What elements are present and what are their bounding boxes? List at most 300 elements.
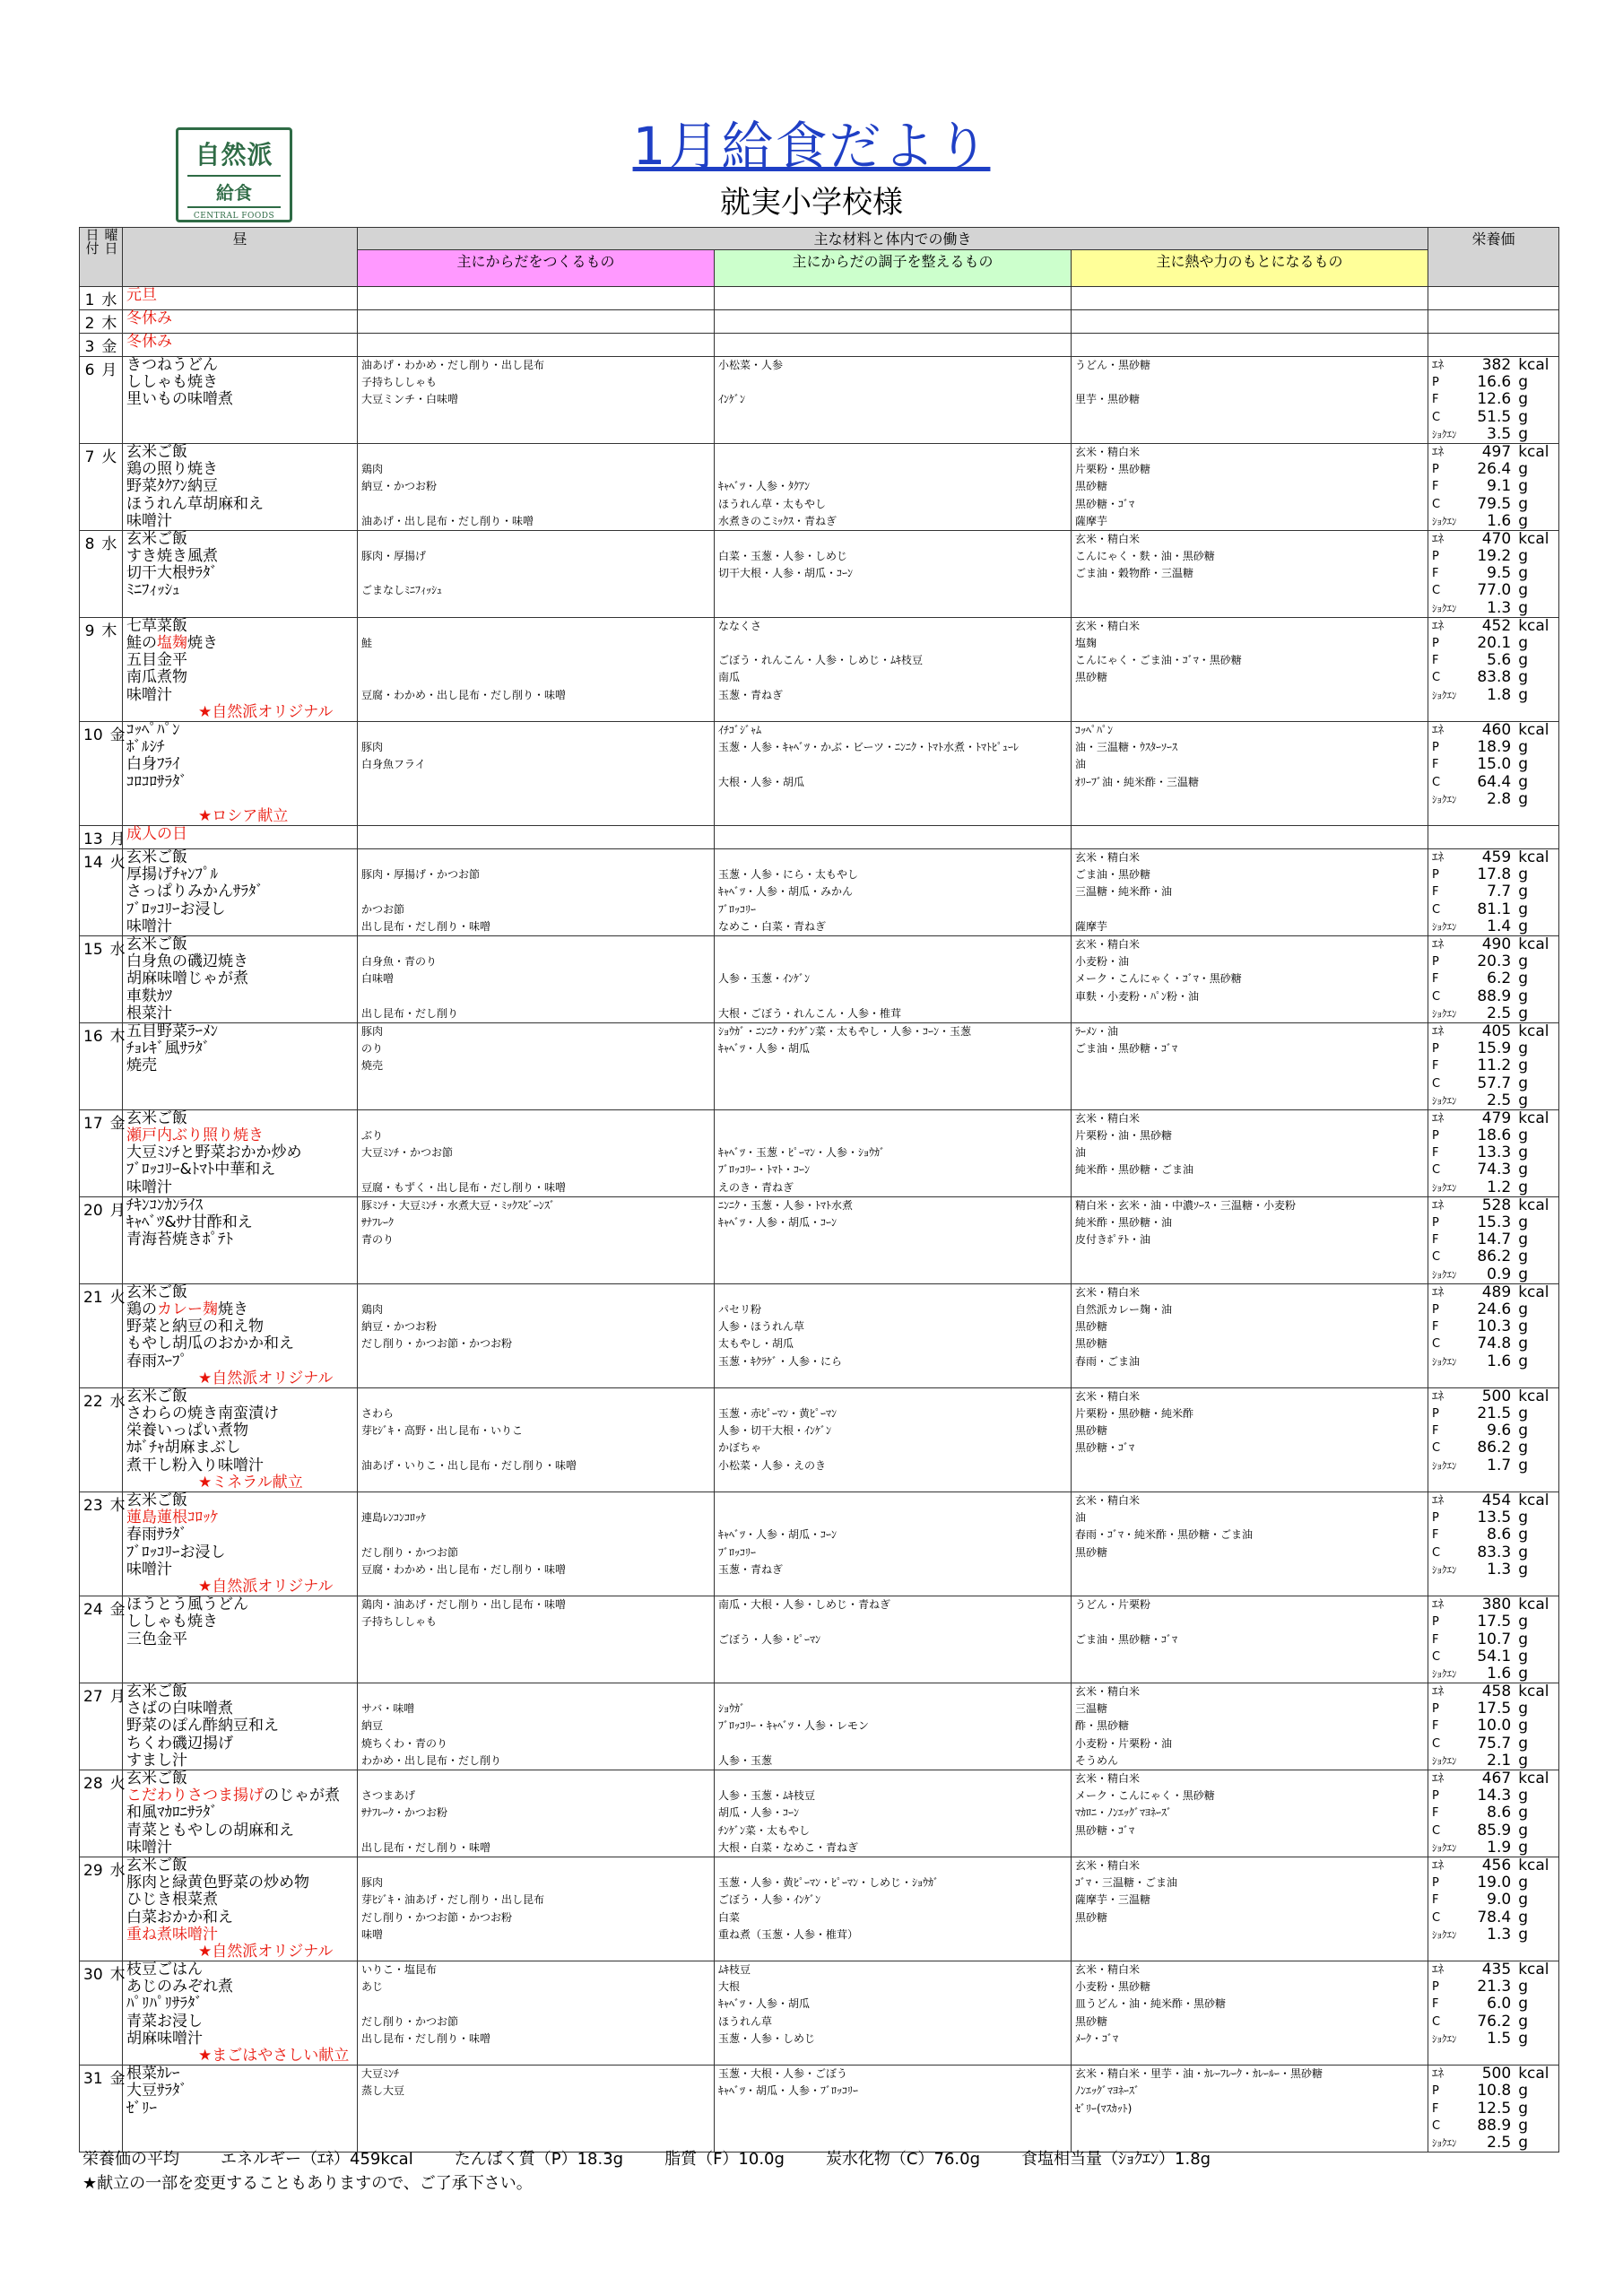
dish-line: ひじき根菜煮	[126, 1891, 218, 1909]
nutrition-line	[1432, 1839, 1555, 1857]
dish-line	[126, 1075, 353, 1092]
menu-row	[80, 1770, 1559, 1857]
body-ingredients-line: 大豆ミンチ・白味噌	[361, 393, 459, 406]
body-ingredients	[358, 1022, 715, 1109]
nutrient-unit: kcal	[1518, 1492, 1549, 1509]
menu-row	[80, 530, 1559, 617]
nutrient-unit: g	[1518, 1925, 1528, 1944]
nutrient-key: ｼｮｸｴﾝ	[1432, 1094, 1457, 1107]
menu-row	[80, 1109, 1559, 1196]
nutrient-unit: g	[1518, 789, 1528, 808]
body-ingredients-line	[361, 2118, 710, 2135]
weekday: 水	[109, 1392, 126, 1411]
nutrient-value: 24.6	[1477, 1300, 1512, 1318]
nutrient-unit: kcal	[1518, 1109, 1549, 1127]
nutrition-average	[82, 2146, 1252, 2170]
condition-ingredients-line: ﾌﾞﾛｯｺﾘｰ・ﾄﾏﾄ・ｺｰﾝ	[718, 1163, 811, 1177]
weekday: 月	[101, 361, 117, 379]
body-ingredients-line	[361, 988, 710, 1005]
empty-cell	[1428, 826, 1559, 849]
empty-cell	[1428, 334, 1559, 357]
body-ingredients-line: 豆腐・わかめ・出し昆布・だし削り・味噌	[361, 688, 567, 701]
menu-row	[80, 443, 1559, 530]
energy-ingredients-line	[1075, 1665, 1424, 1683]
nutrient-key: C	[1432, 1545, 1441, 1560]
nutrient-value: 11.2	[1477, 1057, 1512, 1075]
nutrient-value: 8.6	[1487, 1804, 1512, 1822]
nutrient-value: 459	[1481, 848, 1512, 867]
energy-ingredients-line	[1075, 600, 1424, 617]
dish-line: 玄米ご飯	[126, 1283, 187, 1301]
dish-line	[126, 1926, 353, 1944]
energy-ingredients-line: 玄米・精白米・里芋・油・ｶﾚｰﾌﾚｰｸ・ｶﾚｰﾙｰ・黒砂糖	[1075, 2067, 1324, 2081]
nutrient-unit: g	[1518, 651, 1528, 670]
dish-text: 鮭の	[126, 634, 157, 652]
empty-cell	[358, 287, 715, 310]
dishes-cell	[123, 1683, 358, 1770]
menu-table	[79, 227, 1559, 2152]
condition-ingredients-line	[718, 374, 1067, 391]
nutrient-key: ｼｮｸｴﾝ	[1432, 1181, 1457, 1194]
nutrient-value: 1.7	[1487, 1456, 1512, 1474]
nutrition-line	[1432, 1857, 1555, 1874]
nutrition-line	[1432, 1805, 1555, 1822]
condition-ingredients-line	[718, 1110, 1067, 1127]
nutrient-key: P	[1432, 376, 1439, 390]
body-ingredients-line: ｻﾅﾌﾚｰｸ	[361, 1216, 395, 1229]
nutrient-key: F	[1432, 1997, 1439, 2012]
body-ingredients-line	[361, 2100, 710, 2118]
body-ingredients-line: 白身魚・青のり	[361, 955, 438, 969]
day-cell	[80, 287, 123, 310]
energy-ingredients-line: 玄米・精白米	[1075, 1858, 1141, 1872]
body-ingredients-line: 納豆・かつお粉	[361, 1320, 438, 1334]
nutrient-key: F	[1432, 1320, 1439, 1335]
nutrient-value: 435	[1481, 1961, 1512, 1979]
menu-note: ★自然派オリジナル	[198, 1369, 334, 1387]
menu-row	[80, 1596, 1559, 1683]
nutrient-key: ｼｮｸｴﾝ	[1432, 1928, 1457, 1941]
condition-ingredients-line	[718, 1284, 1067, 1301]
dishes-cell	[123, 357, 358, 444]
condition-ingredients-line	[718, 953, 1067, 970]
condition-ingredients-line	[718, 635, 1067, 652]
dish-line	[126, 1248, 353, 1265]
body-ingredients-line: 味噌	[361, 1927, 384, 1941]
empty-cell	[1072, 287, 1428, 310]
condition-ingredients-line	[718, 849, 1067, 866]
nutrient-key: ｼｮｸｴﾝ	[1432, 2136, 1457, 2149]
nutrient-key: C	[1432, 775, 1441, 789]
nutrient-unit: g	[1518, 1405, 1528, 1423]
condition-ingredients-line: ｷｬﾍﾞﾂ・玉葱・ﾋﾟｰﾏﾝ・人参・ｼｮｳｶﾞ	[718, 1146, 886, 1160]
nutrient-key: ｼｮｸｴﾝ	[1432, 1563, 1457, 1576]
nutrition-line	[1432, 461, 1555, 478]
body-ingredients-line	[361, 936, 710, 953]
condition-ingredients-line	[718, 1075, 1067, 1092]
notice: ★献立の一部を変更することもありますので、ご了承下さい。	[82, 2174, 533, 2193]
nutrient-unit: g	[1518, 1543, 1528, 1561]
dish-line: 味噌汁	[126, 1838, 172, 1857]
energy-ingredients-line: ﾉﾝｴｯｸﾞﾏﾖﾈｰｽﾞ	[1075, 2084, 1141, 2098]
body-ingredients-line	[361, 1683, 710, 1700]
weekday: 水	[101, 291, 117, 309]
dishes-cell	[123, 1387, 358, 1492]
dish-line: さばの白味噌煮	[126, 1700, 233, 1718]
nutrient-unit: g	[1518, 883, 1528, 901]
body-ingredients-line: 鮭	[361, 637, 373, 649]
body-ingredients-line: 豚肉	[361, 1876, 384, 1890]
energy-ingredients	[1072, 1683, 1428, 1770]
body-ingredients	[358, 1492, 715, 1596]
energy-ingredients-line	[1075, 1075, 1424, 1092]
energy-ingredients-line: 玄米・精白米	[1075, 619, 1141, 632]
nutrition-line	[1432, 1979, 1555, 1996]
day-number: 20	[83, 1201, 103, 1220]
body-ingredients-line: いりこ・塩昆布	[361, 1963, 438, 1977]
energy-ingredients-line	[1075, 1179, 1424, 1196]
nutrient-unit: g	[1518, 1908, 1528, 1926]
body-ingredients	[358, 1387, 715, 1492]
day-number: 16	[83, 1027, 103, 1046]
energy-ingredients-line: ﾏｶﾛﾆ・ﾉﾝｴｯｸﾞﾏﾖﾈｰｽﾞ	[1075, 1806, 1173, 1820]
dish-line: 七草菜飯	[126, 616, 187, 635]
dish-line: 枝豆ごはん	[126, 1961, 203, 1979]
nutrition-line	[1432, 2083, 1555, 2100]
condition-ingredients	[715, 1387, 1072, 1492]
day-cell	[80, 1857, 126, 1961]
nutrient-unit: g	[1518, 2133, 1528, 2152]
condition-ingredients	[715, 1492, 1072, 1596]
nutrition-line	[1432, 391, 1555, 408]
dish-line	[126, 1665, 353, 1683]
nutrient-key: F	[1432, 1233, 1439, 1248]
dish-line: 春雨ｻﾗﾀﾞ	[126, 1526, 187, 1544]
dish-line: 白菜おかか和え	[126, 1908, 233, 1926]
dish-line: ほうれん草胡麻和え	[126, 494, 264, 513]
nutrition-line	[1432, 687, 1555, 704]
nutrient-unit: g	[1518, 1630, 1528, 1648]
condition-ingredients-line: 玉葱・人参・ｷｬﾍﾞﾂ・かぶ・ビーツ・ﾆﾝﾆｸ・ﾄﾏﾄ水煮・ﾄﾏﾄﾋﾟｭｰﾚ	[718, 741, 1020, 754]
nutrient-key: F	[1432, 654, 1439, 668]
nutrient-value: 79.5	[1477, 494, 1512, 513]
condition-ingredients-line: 玉葱・大根・人参・ごぼう	[718, 2067, 848, 2081]
dish-text: のじゃが煮	[264, 1787, 340, 1805]
condition-ingredients-line: かぼちゃ	[718, 1441, 762, 1455]
body-ingredients-line: だし削り・かつお節・かつお粉	[361, 1910, 513, 1924]
energy-ingredients	[1072, 721, 1428, 825]
average-fat: 脂質（F）10.0g	[664, 2150, 785, 2169]
nutrient-key: ｴﾈ	[1432, 1963, 1444, 1978]
nutrition-line	[1432, 1023, 1555, 1040]
nutrient-key: F	[1432, 1719, 1439, 1734]
nutrient-unit: g	[1518, 1265, 1528, 1283]
day-cell	[80, 1109, 126, 1196]
dish-line: 大豆ﾐﾝﾁと野菜おかか炒め	[126, 1144, 302, 1162]
empty-cell	[715, 826, 1072, 849]
energy-ingredients	[1072, 1492, 1428, 1596]
body-ingredients	[358, 357, 715, 444]
body-ingredients-line: ｻﾅﾌﾚｰｸ・かつお粉	[361, 1806, 448, 1820]
nutrient-key: ｴﾈ	[1432, 359, 1444, 372]
body-ingredients-line: 白身魚フライ	[361, 758, 426, 771]
nutrition-line	[1432, 357, 1555, 374]
condition-ingredients-line	[718, 600, 1067, 617]
empty-cell	[1072, 334, 1428, 357]
dish-line: ｺﾛｺﾛｻﾗﾀﾞ	[126, 772, 187, 791]
body-ingredients-line: 豚肉	[361, 741, 384, 754]
body-ingredients-line	[361, 1284, 710, 1301]
nutrition-cell	[1428, 1109, 1559, 1196]
nutrient-unit: g	[1518, 668, 1528, 687]
energy-ingredients-line: 塩麹	[1075, 637, 1098, 649]
energy-ingredients-line: 黒砂糖・ｺﾞﾏ	[1075, 1441, 1135, 1455]
energy-ingredients-line	[1075, 791, 1424, 808]
dish-line: 五目金平	[126, 651, 187, 670]
dishes-cell	[123, 721, 358, 825]
nutrient-value: 1.3	[1487, 598, 1512, 617]
condition-ingredients-line: 玉葱・赤ﾋﾟｰﾏﾝ・黄ﾋﾟｰﾏﾝ	[718, 1407, 838, 1421]
nutrient-unit: g	[1518, 2082, 1528, 2100]
nutrient-key: C	[1432, 1823, 1441, 1838]
nutrient-value: 2.5	[1487, 1004, 1512, 1022]
lunch-header: 昼	[123, 228, 358, 287]
energy-ingredients-line: 車麩・小麦粉・ﾊﾟﾝ粉・油	[1075, 989, 1200, 1003]
nutrient-key: F	[1432, 1632, 1439, 1647]
condition-ingredients-line: ごぼう・れんこん・人参・しめじ・ﾑｷ枝豆	[718, 654, 924, 667]
nutrient-value: 458	[1481, 1683, 1512, 1701]
dish-line: 大豆ｻﾗﾀﾞ	[126, 2082, 187, 2100]
energy-ingredients-line	[1075, 374, 1424, 391]
nutrient-key: ｴﾈ	[1432, 851, 1444, 865]
condition-ingredients-line: ｷｬﾍﾞﾂ・人参・胡瓜・ｺｰﾝ	[718, 1216, 838, 1229]
body-ingredients-line: のり	[361, 1042, 384, 1056]
nutrient-value: 12.5	[1477, 2099, 1512, 2118]
energy-ingredients-line: こんにゃく・ごま油・ｺﾞﾏ・黒砂糖	[1075, 654, 1242, 667]
energy-ingredients-line: 精白米・玄米・油・中濃ｿｰｽ・三温糖・小麦粉	[1075, 1198, 1297, 1212]
nutrient-value: 1.6	[1487, 1664, 1512, 1683]
energy-ingredients	[1072, 1770, 1428, 1857]
dish-line: あじのみぞれ煮	[126, 1978, 233, 1996]
nutrient-value: 86.2	[1477, 1248, 1512, 1266]
nutrient-unit: g	[1518, 1300, 1528, 1318]
condition-ingredients-line: ごぼう・人参・ﾋﾟｰﾏﾝ	[718, 1632, 821, 1646]
nutrient-key: F	[1432, 1424, 1439, 1439]
body-ingredients-line	[361, 1353, 710, 1370]
nutrition-line	[1432, 1231, 1555, 1248]
day-number: 27	[83, 1688, 103, 1707]
condition-ingredients-line: ｷｬﾍﾞﾂ・人参・胡瓜・みかん	[718, 885, 854, 899]
empty-cell	[715, 334, 1072, 357]
body-ingredients	[358, 1770, 715, 1857]
nutrient-unit: g	[1518, 634, 1528, 652]
dish-line	[126, 1301, 353, 1318]
energy-ingredients	[1072, 1596, 1428, 1683]
nutrient-key: P	[1432, 1980, 1439, 1995]
nutrient-unit: g	[1518, 1318, 1528, 1336]
nutrition-line	[1432, 1040, 1555, 1057]
day-cell	[80, 310, 123, 334]
dish-line: ししゃも焼き	[126, 1613, 218, 1631]
dishes-cell	[123, 1770, 358, 1857]
nutrient-unit: g	[1518, 1456, 1528, 1474]
body-ingredients-line: 豆腐・もずく・出し昆布・だし削り・味噌	[361, 1180, 567, 1194]
nutrient-key: C	[1432, 497, 1441, 511]
day-number: 31	[83, 2070, 103, 2089]
day-number: 14	[83, 854, 103, 873]
condition-ingredients-line: 大根	[718, 1980, 741, 1994]
dishes-cell	[123, 2066, 358, 2152]
body-ingredients-line	[361, 426, 710, 443]
condition-ingredients-line: ﾌﾞﾛｯｺﾘｰ	[718, 902, 757, 916]
nutrition-line	[1432, 2013, 1555, 2031]
body-ingredients-line: 青のり	[361, 1233, 395, 1247]
day-number: 22	[83, 1392, 103, 1411]
energy-ingredients-line: 玄米・精白米	[1075, 1963, 1141, 1977]
nutrient-unit: g	[1518, 1874, 1528, 1892]
nutrient-key: ｴﾈ	[1432, 1685, 1444, 1700]
dish-line	[126, 1787, 353, 1805]
logo-line2: 給食	[187, 175, 281, 208]
dish-line: 野菜ﾀｸｱﾝ納豆	[126, 477, 218, 496]
body-ingredients-line	[361, 1075, 710, 1092]
nutrient-unit: g	[1518, 1074, 1528, 1092]
nutrient-value: 528	[1481, 1196, 1512, 1214]
day-cell	[80, 530, 123, 617]
body-ingredients-line	[361, 1248, 710, 1265]
body-ingredients	[358, 1283, 715, 1387]
dish-highlight: 重ね煮味噌汁	[126, 1925, 218, 1944]
day-cell	[80, 1770, 126, 1857]
dishes-cell	[123, 530, 358, 617]
condition-ingredients-line	[718, 409, 1067, 426]
dish-line	[126, 1127, 353, 1144]
dish-line: 切干大根ｻﾗﾀﾞ	[126, 564, 218, 583]
nutrient-unit: g	[1518, 581, 1528, 600]
nutrient-key: ｼｮｸｴﾝ	[1432, 1841, 1457, 1854]
nutrient-value: 2.8	[1487, 789, 1512, 808]
dish-line	[126, 1092, 353, 1109]
nutrition-cell	[1428, 1683, 1559, 1770]
nutrient-unit: g	[1518, 755, 1528, 774]
energy-ingredients-line: 小麦粉・片栗粉・油	[1075, 1736, 1173, 1750]
day-number: 10	[83, 726, 103, 744]
nutrient-unit: g	[1518, 1039, 1528, 1058]
energy-ingredients-line: 片栗粉・黒砂糖	[1075, 463, 1151, 476]
nutrition-line	[1432, 582, 1555, 599]
logo-line3: CENTRAL FOODS	[193, 212, 275, 221]
body-ingredients-line: 子持ちししゃも	[361, 376, 438, 389]
body-ingredients-line	[361, 1648, 710, 1665]
body-ingredients-line	[361, 774, 710, 791]
nutrition-cell	[1428, 1770, 1559, 1857]
nutrient-key: C	[1432, 671, 1441, 685]
nutrient-value: 452	[1481, 616, 1512, 635]
nutrient-key: ｴﾈ	[1432, 619, 1444, 633]
day-number: 8	[84, 535, 95, 553]
menu-row	[80, 357, 1559, 444]
energy-ingredients-line: 玄米・精白米	[1075, 445, 1141, 458]
nutrition-cell	[1428, 1857, 1559, 1961]
energy-ingredients-line	[1075, 1457, 1424, 1474]
nutrition-line	[1432, 496, 1555, 513]
energy-ingredients-line: 酢・黒砂糖	[1075, 1719, 1130, 1733]
nutrition-line	[1432, 1613, 1555, 1631]
nutrient-key: P	[1432, 463, 1439, 477]
dish-line	[126, 426, 353, 443]
nutrient-unit: g	[1518, 460, 1528, 479]
condition-ingredients	[715, 1283, 1072, 1387]
nutrient-unit: g	[1518, 1126, 1528, 1145]
nutrient-value: 470	[1481, 529, 1512, 548]
nutrient-key: ｴﾈ	[1432, 1198, 1444, 1213]
nutrient-value: 17.8	[1477, 865, 1512, 884]
nutrient-key: C	[1432, 1910, 1441, 1925]
energy-ingredients	[1072, 1022, 1428, 1109]
dish-line: 鶏の照り焼き	[126, 460, 218, 479]
nutrient-unit: g	[1518, 1335, 1528, 1353]
nutrition-cell	[1428, 1961, 1559, 2066]
nutrient-unit: g	[1518, 1995, 1528, 2013]
nutrient-value: 12.6	[1477, 390, 1512, 409]
condition-ingredients-line: 大根・ごぼう・れんこん・人参・椎茸	[718, 1006, 902, 1020]
nutrition-line	[1432, 1735, 1555, 1752]
nutrient-key: ｴﾈ	[1432, 1598, 1444, 1613]
body-ingredients-line: 鶏肉・油あげ・だし削り・出し昆布・味噌	[361, 1598, 567, 1612]
weekday: 火	[101, 448, 117, 466]
nutrient-unit: g	[1518, 1144, 1528, 1162]
empty-cell	[1072, 826, 1428, 849]
dish-highlight: 蓮島蓮根ｺﾛｯｹ	[126, 1509, 218, 1527]
day-number: 24	[83, 1601, 103, 1620]
weekday: 水	[101, 535, 117, 553]
dish-highlight: カレー麹	[157, 1300, 218, 1318]
energy-ingredients-line	[1075, 1248, 1424, 1265]
nutrient-unit: g	[1518, 1717, 1528, 1735]
nutrient-key: F	[1432, 2101, 1439, 2116]
condition-ingredients	[715, 1961, 1072, 2066]
dish-line: 五目野菜ﾗｰﾒﾝ	[126, 1022, 218, 1040]
energy-ingredients-line: ごま油・黒砂糖・ｺﾞﾏ	[1075, 1632, 1178, 1646]
day-number: 13	[83, 831, 103, 849]
dish-line	[126, 1509, 353, 1526]
energy-ingredients	[1072, 617, 1428, 721]
nutrition-line	[1432, 1197, 1555, 1214]
dish-line: 玄米ご飯	[126, 529, 187, 548]
dish-line: 煮干し粉入り味噌汁	[126, 1456, 264, 1474]
energy-ingredients-line: 黒砂糖	[1075, 1320, 1108, 1334]
nutrition-line	[1432, 722, 1555, 739]
energy-ingredients-line	[1075, 1648, 1424, 1665]
condition-ingredients-line: ｲﾁｺﾞｼﾞｬﾑ	[718, 723, 762, 736]
dish-line: さわらの焼き南蛮漬け	[126, 1405, 279, 1423]
dish-line: ｷｬﾍﾞﾂ&ｻﾅ甘酢和え	[126, 1213, 253, 1231]
menu-row	[80, 849, 1559, 936]
nutrient-key: ｼｮｸｴﾝ	[1432, 428, 1457, 440]
body-ingredients-line: さつまあげ	[361, 1789, 416, 1803]
nutrition-cell	[1428, 1387, 1559, 1492]
day-cell	[80, 721, 126, 825]
weekday: 木	[101, 315, 117, 333]
menu-row	[80, 1492, 1559, 1596]
nutrient-unit: g	[1518, 1560, 1528, 1578]
dish-line: すき焼き風煮	[126, 547, 218, 566]
day-number: 3	[84, 338, 95, 356]
nutrient-unit: g	[1518, 1891, 1528, 1909]
nutrient-unit: g	[1518, 1057, 1528, 1075]
nutrient-value: 1.9	[1487, 1838, 1512, 1857]
energy-ingredients-line	[1075, 2118, 1424, 2135]
